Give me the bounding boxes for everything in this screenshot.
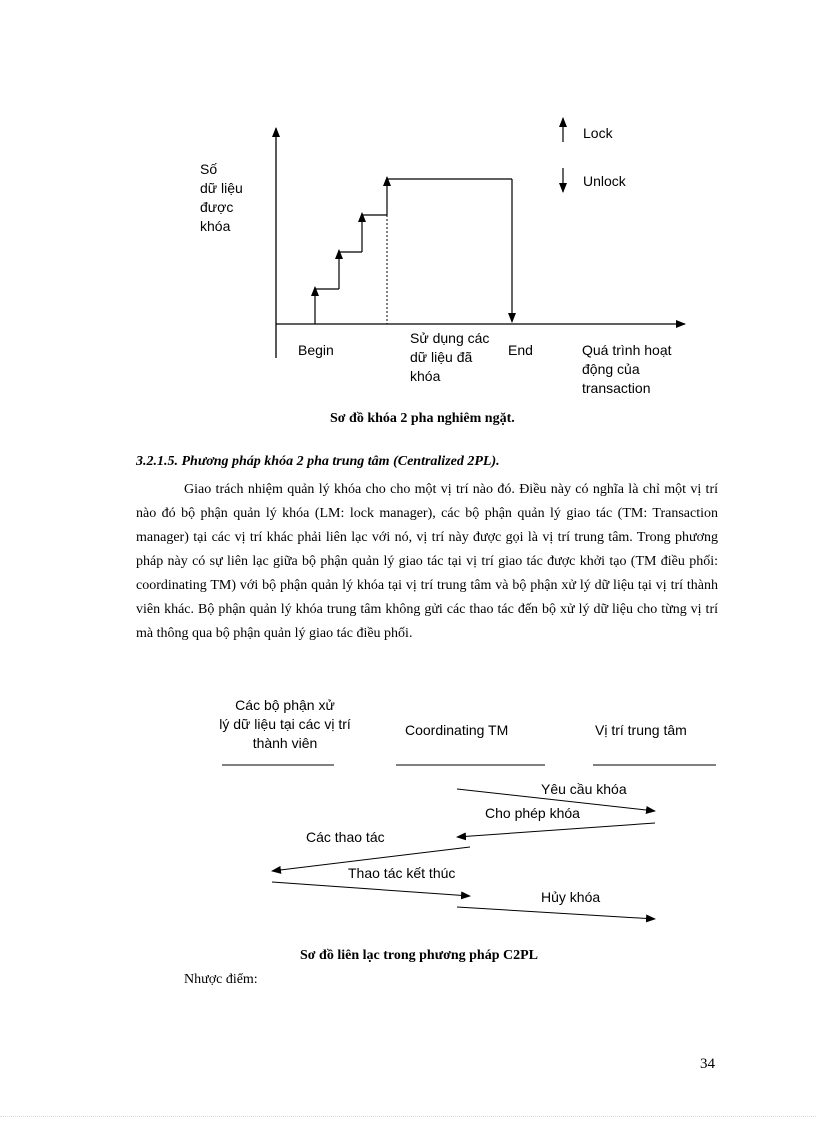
operations-label: Các thao tác	[306, 829, 385, 845]
end-label: End	[508, 342, 533, 358]
lock-grant-arrow	[457, 823, 655, 837]
diagram2-caption: Sơ đồ liên lạc trong phương pháp C2PL	[300, 948, 538, 963]
y-label-line: được	[200, 199, 234, 215]
section-heading: 3.2.1.5. Phương pháp khóa 2 pha trung tâm (Centralized 2PL).	[136, 454, 500, 469]
x-label-line: khóa	[410, 368, 441, 384]
diagram1-caption: Sơ đồ khóa 2 pha nghiêm ngặt.	[330, 411, 515, 426]
legend-unlock-label: Unlock	[583, 173, 626, 189]
lock-request-label: Yêu cầu khóa	[541, 781, 627, 797]
operations-end-arrow	[272, 882, 470, 896]
page-number: 34	[700, 1056, 715, 1072]
operations-end-label: Thao tác kết thúc	[348, 865, 456, 881]
page-bottom-rule	[0, 1116, 816, 1117]
x-label-line: Quá trình hoạt	[582, 342, 672, 358]
column-label-line: Các bộ phận xử	[235, 697, 335, 713]
unlock-label: Hủy khóa	[541, 889, 601, 905]
lock-grant-label: Cho phép khóa	[485, 805, 580, 821]
x-label-line: động của	[582, 361, 640, 377]
column-central-site: Vị trí trung tâm	[595, 722, 687, 738]
unlock-arrow	[457, 907, 655, 919]
x-label-line: transaction	[582, 380, 651, 396]
legend-lock-label: Lock	[583, 125, 613, 141]
y-label-line: dữ liệu	[200, 180, 243, 196]
section-paragraph: Giao trách nhiệm quản lý khóa cho cho một vị trí nào đó. Điều này có nghĩa là chỉ một vị trí nào đó bộ phận quản lý khóa (LM: lock manager), các bộ phận quản lý giao tác (TM: Transaction manager) tại các vị trí khác phải liên lạc với nó, vị trí này được gọi là vị trí trung tâm. Trong phương pháp này có sự liên lạc giữa bộ phận quản lý giao tác tại vị trí giao tác được khởi tạo (TM điều phối: coordinating TM) với bộ phận quản lý khóa tại vị trí trung tâm và bộ phận xử lý dữ liệu tại vị trí thành viên khác. Bộ phận quản lý khóa trung tâm không gửi các thao tác đến bộ xử lý dữ liệu cho từng vị trí mà thông qua bộ phận quản lý giao tác điều phối.	[136, 482, 718, 641]
column-label-line: thành viên	[252, 735, 318, 751]
y-label-line: Số	[200, 161, 218, 177]
disadvantages-text: Nhược điểm:	[184, 972, 258, 987]
y-label-line: khóa	[200, 218, 231, 234]
column-label-line: lý dữ liệu tại các vị trí	[219, 716, 351, 732]
begin-label: Begin	[298, 342, 334, 358]
x-label-line: Sử dụng các	[410, 330, 490, 346]
x-label-line: dữ liệu đã	[410, 349, 473, 365]
column-coordinating-tm: Coordinating TM	[405, 722, 509, 738]
